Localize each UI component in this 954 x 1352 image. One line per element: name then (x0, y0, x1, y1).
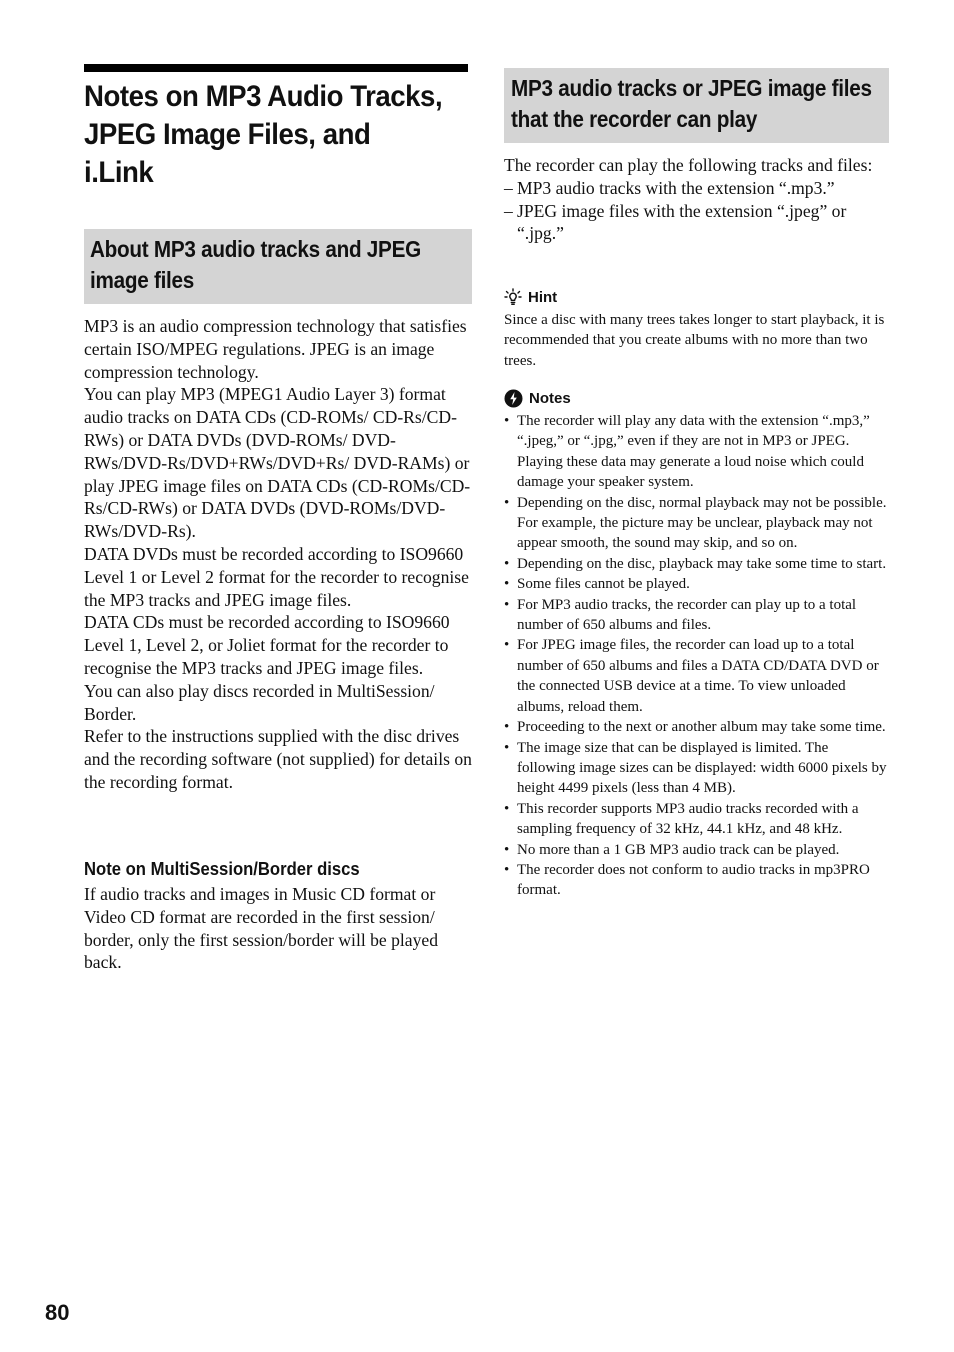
bullet: • (504, 576, 510, 593)
list-item (504, 717, 890, 737)
hint-header (504, 288, 557, 306)
note-text: Some files cannot be played. (517, 576, 690, 593)
bullet: • (504, 841, 510, 858)
about-body (84, 315, 472, 794)
list-item (504, 635, 890, 717)
notes-header (504, 389, 571, 408)
bullet: • (504, 719, 510, 736)
bullet: • (504, 800, 510, 817)
bullet: • (504, 555, 510, 572)
subheading-multisession: Note on MultiSession/Border discs (84, 858, 360, 879)
note-text: Depending on the disc, normal playback may not be possible. For example, the picture may be unclear, playback may not appear smooth, the sound may skip, and so on. (517, 494, 887, 552)
playable-body (504, 154, 890, 245)
paragraph: You can also play discs recorded in MultiSession/ Border. (84, 680, 435, 724)
title-rule (84, 64, 468, 72)
paragraph: DATA CDs must be recorded according to ISO9660 Level 1, Level 2, or Joliet format for the recorder to recognise the MP3 tracks and JPEG image files. (84, 612, 450, 678)
note-text: Proceeding to the next or another album may take some time. (517, 719, 886, 736)
list-item (504, 574, 890, 594)
section-header-about (84, 229, 472, 304)
list-item (504, 493, 890, 554)
list-item (504, 177, 890, 200)
list-item (504, 738, 890, 799)
list-item (504, 799, 890, 840)
bullet: • (504, 637, 510, 654)
note-text: The recorder does not conform to audio tracks in mp3PRO format. (517, 861, 870, 899)
list-item-text: MP3 audio tracks with the extension “.mp3.” (517, 177, 835, 198)
multisession-body (84, 883, 472, 974)
list-item (504, 554, 890, 574)
section-heading-playable: MP3 audio tracks or JPEG image files that the recorder can play (511, 75, 872, 132)
hint-label: Hint (528, 288, 558, 306)
page-number: 80 (45, 1300, 70, 1325)
list-item (504, 860, 890, 901)
note-text: No more than a 1 GB MP3 audio track can be played. (517, 841, 840, 858)
section-heading-about: About MP3 audio tracks and JPEG image files (90, 236, 421, 293)
bullet: • (504, 596, 510, 613)
note-text: This recorder supports MP3 audio tracks recorded with a sampling frequency of 32 kHz, 44.1 kHz, and 48 kHz. (517, 800, 859, 838)
bullet: • (504, 739, 510, 756)
dash-marker: – (504, 200, 513, 221)
page-title: Notes on MP3 Audio Tracks, JPEG Image Files, and i.Link (84, 80, 443, 189)
list-item-text: JPEG image files with the extension “.jpeg” or “.jpg.” (517, 200, 847, 244)
dash-marker: – (504, 177, 513, 198)
note-text: Depending on the disc, playback may take some time to start. (517, 555, 887, 572)
lightbulb-icon (504, 288, 522, 306)
list-item (504, 200, 890, 246)
list-item (504, 595, 890, 636)
note-text: The recorder will play any data with the extension “.mp3,” “.jpeg,” or “.jpg,” even if they are not in MP3 or JPEG. Playing these data may generate a loud noise which could damage your speaker system. (517, 413, 870, 491)
notes-list (504, 411, 890, 901)
paragraph: The recorder can play the following tracks and files: (504, 155, 873, 175)
paragraph: If audio tracks and images in Music CD format or Video CD format are recorded in the first session/ border, only the first session/border will be played back. (84, 884, 439, 973)
bullet: • (504, 494, 510, 511)
notes-label: Notes (529, 390, 571, 407)
paragraph: You can play MP3 (MPEG1 Audio Layer 3) format audio tracks on DATA CDs (CD-ROMs/ CD-Rs/CD-RWs) or DATA DVDs (DVD-ROMs/ DVD-RWs/DVD-Rs/DVD+RWs/DVD+Rs/ DVD-RAMs) or play JPEG image files on DATA CDs (CD-ROMs/CD-Rs/CD-RWs) or DATA DVDs (DVD-ROMs/DVD-RWs/DVD-Rs). (84, 384, 471, 542)
list-item (504, 840, 890, 860)
bullet: • (504, 861, 510, 878)
section-header-playable (504, 68, 889, 143)
note-text: The image size that can be displayed is limited. The following image sizes can be displayed: width 6000 pixels by height 4499 pixels (less than 4 MB). (517, 739, 887, 797)
warning-icon (504, 389, 523, 408)
paragraph: Refer to the instructions supplied with the disc drives and the recording software (not supplied) for details on the recording format. (84, 726, 472, 792)
paragraph: MP3 is an audio compression technology that satisfies certain ISO/MPEG regulations. JPEG is an image compression technology. (84, 316, 467, 382)
note-text: For MP3 audio tracks, the recorder can play up to a total number of 650 albums and files. (517, 596, 857, 634)
hint-text: Since a disc with many trees takes longer to start playback, it is recommended that you create albums with no more than two trees. (504, 312, 885, 369)
paragraph: DATA DVDs must be recorded according to ISO9660 Level 1 or Level 2 format for the recorder to recognise the MP3 tracks and JPEG image files. (84, 543, 469, 610)
bullet: • (504, 413, 510, 429)
list-item (504, 411, 890, 493)
note-text: For JPEG image files, the recorder can load up to a total number of 650 albums and files a DATA CD/DATA DVD or the connected USB device at a time. To view unloaded albums, reload them. (517, 637, 879, 715)
